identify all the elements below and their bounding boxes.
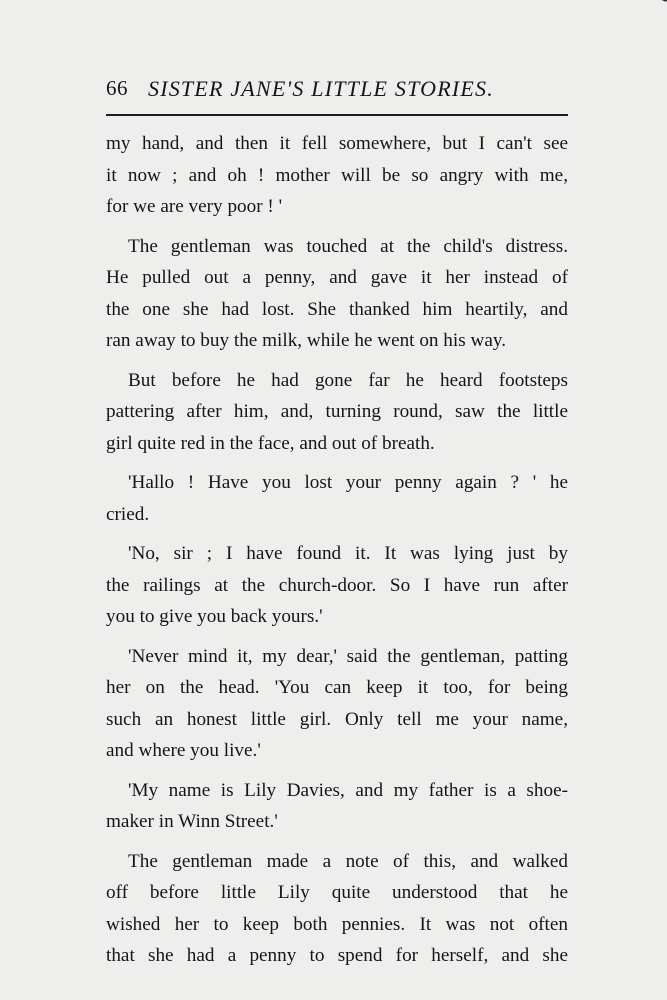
text-line: The gentleman made a note of this, and walked [128, 850, 568, 872]
paragraph [106, 641, 568, 767]
text-line: The gentleman was touched at the child's distress. [128, 235, 568, 257]
corner-mark [645, 0, 667, 9]
text-line: my hand, and then it fell somewhere, but I can't see [106, 133, 568, 154]
text-line: ran away to buy the milk, while he went on his way. [106, 330, 507, 351]
paragraph [106, 846, 568, 972]
paragraph [106, 538, 568, 633]
text-line: and where you live.' [106, 740, 261, 761]
text-line: 'Hallo ! Have you lost your penny again ? ' he [128, 472, 568, 493]
page-header [106, 74, 568, 108]
text-line: 'My name is Lily Davies, and my father is a shoe- [128, 779, 568, 801]
text-line: 'Never mind it, my dear,' said the gentleman, patting [128, 645, 568, 667]
text-line: pattering after him, and, turning round, saw the little [106, 401, 568, 422]
text-line: for we are very poor ! ' [106, 196, 283, 217]
text-line: cried. [106, 503, 150, 525]
paragraph [106, 775, 568, 838]
text-line: girl quite red in the face, and out of breath. [106, 432, 435, 454]
story-text [106, 128, 568, 972]
text-line: such an honest little girl. Only tell me your name, [106, 708, 568, 730]
text-line: you to give you back yours.' [106, 606, 323, 627]
text-line: the railings at the church-door. So I have run after [106, 574, 568, 596]
text-line: that she had a penny to spend for herself, and she [106, 945, 568, 966]
paragraph [106, 128, 568, 223]
text-line: wished her to keep both pennies. It was not often [106, 913, 568, 935]
paragraph [106, 467, 568, 530]
text-line: her on the head. 'You can keep it too, for being [106, 677, 568, 698]
text-line: the one she had lost. She thanked him heartily, and [106, 298, 568, 320]
text-line: He pulled out a penny, and gave it her instead of [106, 267, 568, 288]
running-title: SISTER JANE'S LITTLE STORIES. [148, 76, 494, 101]
page-number: 66 [106, 76, 128, 100]
text-line: 'No, sir ; I have found it. It was lying just by [128, 543, 568, 564]
paragraph [106, 231, 568, 357]
text-line: off before little Lily quite understood that he [106, 882, 568, 903]
paragraph [106, 365, 568, 460]
header-rule [106, 114, 568, 116]
text-line: maker in Winn Street.' [106, 811, 278, 832]
text-line: it now ; and oh ! mother will be so angry with me, [106, 164, 568, 186]
text-line: But before he had gone far he heard footsteps [128, 369, 568, 391]
